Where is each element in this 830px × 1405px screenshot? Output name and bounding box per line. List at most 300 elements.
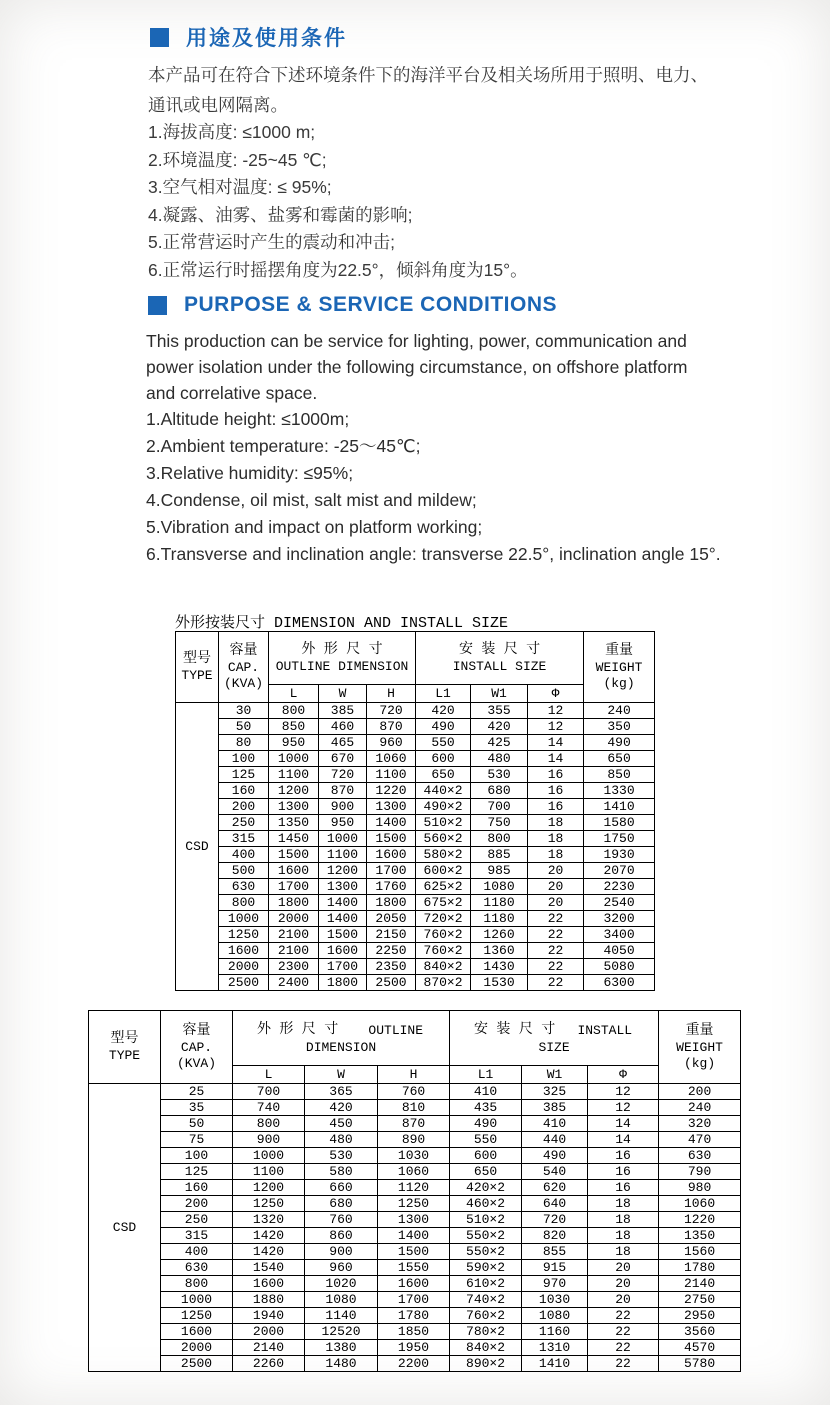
header-label: INSTALL SIZE	[452, 659, 547, 674]
table-cell: 1100	[319, 847, 367, 863]
table-cell: 385	[319, 703, 367, 719]
table-cell: 1030	[378, 1148, 450, 1164]
table-cell: 1060	[367, 751, 416, 767]
table-cell: 4570	[659, 1340, 741, 1356]
table-cell: 14	[528, 735, 584, 751]
table-cell: 530	[305, 1148, 378, 1164]
table-cell: 1350	[269, 815, 319, 831]
table-row	[89, 1180, 741, 1196]
header-label: (KVA)	[176, 1056, 216, 1071]
table-cell: 675×2	[416, 895, 471, 911]
table-cell: 740×2	[450, 1292, 522, 1308]
table-cell: 1020	[305, 1276, 378, 1292]
table-cell: 460	[319, 719, 367, 735]
table-cell: 1600	[378, 1276, 450, 1292]
table-cell: 985	[471, 863, 528, 879]
table-cell: 1950	[378, 1340, 450, 1356]
table-cell: 790	[659, 1164, 741, 1180]
section-cn-intro	[148, 60, 728, 120]
table-cell: 1060	[378, 1164, 450, 1180]
header-label: INSTALL	[577, 1022, 633, 1038]
table-cell: 1420	[233, 1228, 305, 1244]
table-cell: 1400	[319, 895, 367, 911]
table-cell: 420	[305, 1100, 378, 1116]
table-cell: 1430	[471, 959, 528, 975]
header-label: 重量	[605, 643, 634, 659]
table-cell: 650	[450, 1164, 522, 1180]
table-cell: 1700	[378, 1292, 450, 1308]
section-en-list	[146, 406, 721, 568]
table-cell: 640	[522, 1196, 588, 1212]
table-cell: 440	[522, 1132, 588, 1148]
table-row	[176, 943, 655, 959]
table-cell: 670	[319, 751, 367, 767]
table-cell: 950	[269, 735, 319, 751]
table-row	[176, 703, 655, 719]
table-cell: 440×2	[416, 783, 471, 799]
section-en-intro	[146, 328, 706, 406]
table-cell: 355	[471, 703, 528, 719]
table-cell: 12520	[305, 1324, 378, 1340]
table-cell: 18	[528, 831, 584, 847]
table-cell: 900	[305, 1244, 378, 1260]
table-row	[176, 831, 655, 847]
list-item: 2.环境温度: -25~45 ℃;	[148, 149, 327, 170]
table-cell: 870	[319, 783, 367, 799]
header-label: WEIGHT	[595, 660, 643, 675]
table-cell: 950	[319, 815, 367, 831]
table-cell: 1600	[219, 943, 269, 959]
table-cell: 5080	[584, 959, 655, 975]
table-cell: 720×2	[416, 911, 471, 927]
table-cell: 25	[161, 1084, 233, 1100]
table-cell: 1300	[378, 1212, 450, 1228]
table-cell: 650	[416, 767, 471, 783]
table-cell: 2000	[233, 1324, 305, 1340]
col-header-install	[416, 632, 584, 685]
table-cell: 1080	[305, 1292, 378, 1308]
table-cell: 1200	[233, 1180, 305, 1196]
table-cell: 540	[522, 1164, 588, 1180]
table-cell: 590×2	[450, 1260, 522, 1276]
table-cell: 970	[522, 1276, 588, 1292]
table-cell: 1160	[522, 1324, 588, 1340]
header-label: 容量	[229, 643, 258, 659]
table-cell: 1100	[233, 1164, 305, 1180]
dimension-table-1	[175, 611, 654, 991]
col-header-w: W	[305, 1066, 378, 1084]
table-cell: 760×2	[416, 927, 471, 943]
table-row	[176, 735, 655, 751]
dimension-install-table	[88, 1010, 741, 1372]
table-cell: 22	[588, 1356, 659, 1372]
table-cell: 1000	[269, 751, 319, 767]
table-cell: 2500	[219, 975, 269, 991]
col-header-l1: L1	[416, 685, 471, 703]
table-cell: 1250	[161, 1308, 233, 1324]
table-cell: 22	[528, 927, 584, 943]
table-cell: 680	[305, 1196, 378, 1212]
table-cell: 840×2	[416, 959, 471, 975]
table-cell: 1450	[269, 831, 319, 847]
table-cell: 2500	[161, 1356, 233, 1372]
table-row	[89, 1340, 741, 1356]
intro-line: 通讯或电网隔离。	[148, 95, 288, 115]
intro-line: 本产品可在符合下述环境条件下的海洋平台及相关场所用于照明、电力、	[148, 65, 708, 85]
table-cell: 600	[450, 1148, 522, 1164]
table-row	[89, 1100, 741, 1116]
table-cell: 1410	[584, 799, 655, 815]
table-cell: 2540	[584, 895, 655, 911]
table-cell: 1250	[233, 1196, 305, 1212]
table-cell: 855	[522, 1244, 588, 1260]
list-item: 6.正常运行时摇摆角度为22.5°，倾斜角度为15°。	[148, 259, 528, 280]
table-cell: 760	[305, 1212, 378, 1228]
table-cell: 420×2	[450, 1180, 522, 1196]
table-cell: 315	[161, 1228, 233, 1244]
col-header-outline	[269, 632, 416, 685]
table-cell: 2950	[659, 1308, 741, 1324]
list-item: 6.Transverse and inclination angle: transverse 22.5°, inclination angle 15°.	[146, 544, 721, 564]
table-cell: 14	[588, 1116, 659, 1132]
header-label: (kg)	[603, 676, 635, 691]
table-cell: 400	[219, 847, 269, 863]
header-label: 型号	[183, 651, 211, 667]
table-cell: 840×2	[450, 1340, 522, 1356]
header-label: 外 形 尺 寸	[257, 1021, 339, 1038]
type-cell: CSD	[176, 703, 219, 991]
header-label: 容量	[182, 1023, 211, 1039]
table-row	[89, 1260, 741, 1276]
table-cell: 550×2	[450, 1228, 522, 1244]
table-cell: 1500	[367, 831, 416, 847]
table-cell: 12	[588, 1100, 659, 1116]
table-cell: 420	[471, 719, 528, 735]
table-row	[176, 975, 655, 991]
table-cell: 315	[219, 831, 269, 847]
table-cell: 320	[659, 1116, 741, 1132]
col-header-h: H	[367, 685, 416, 703]
table-cell: 1500	[269, 847, 319, 863]
list-item: 5.Vibration and impact on platform working;	[146, 517, 483, 537]
table-cell: 900	[233, 1132, 305, 1148]
list-item: 2.Ambient temperature: -25～45℃;	[146, 436, 421, 456]
table-cell: 1600	[367, 847, 416, 863]
table-cell: 250	[219, 815, 269, 831]
header-label: (kg)	[683, 1056, 716, 1071]
table-cell: 50	[161, 1116, 233, 1132]
header-label: 安 装 尺 寸	[474, 1021, 556, 1038]
table-cell: 700	[233, 1084, 305, 1100]
table-cell: 2230	[584, 879, 655, 895]
table-cell: 870×2	[416, 975, 471, 991]
table-row	[89, 1228, 741, 1244]
table-cell: 22	[588, 1308, 659, 1324]
table-row	[89, 1212, 741, 1228]
table-row	[176, 783, 655, 799]
col-header-w1: W1	[522, 1066, 588, 1084]
table-cell: 1320	[233, 1212, 305, 1228]
col-header-phi: Φ	[588, 1066, 659, 1084]
table-cell: 870	[367, 719, 416, 735]
table-cell: 1360	[471, 943, 528, 959]
table-cell: 200	[659, 1084, 741, 1100]
table-cell: 620	[522, 1180, 588, 1196]
table-cell: 1600	[319, 943, 367, 959]
table-cell: 18	[528, 847, 584, 863]
table-cell: 16	[588, 1180, 659, 1196]
table-cell: 2260	[233, 1356, 305, 1372]
table-row	[89, 1356, 741, 1372]
table-cell: 1100	[367, 767, 416, 783]
table-cell: 2100	[269, 943, 319, 959]
table-cell: 3560	[659, 1324, 741, 1340]
table-cell: 890×2	[450, 1356, 522, 1372]
table-cell: 500	[219, 863, 269, 879]
table-cell: 550	[416, 735, 471, 751]
header-label: 重量	[685, 1023, 714, 1039]
table-row	[89, 1292, 741, 1308]
table-row	[89, 1276, 741, 1292]
table-cell: 2150	[367, 927, 416, 943]
header-label: 型号	[110, 1031, 139, 1047]
section-en-title: PURPOSE & SERVICE CONDITIONS	[184, 293, 558, 316]
table-cell: 1300	[269, 799, 319, 815]
section-bullet-icon	[148, 296, 167, 315]
table-cell: 16	[528, 799, 584, 815]
table-cell: 610×2	[450, 1276, 522, 1292]
table-cell: 960	[367, 735, 416, 751]
table-cell: 1700	[367, 863, 416, 879]
table-cell: 2750	[659, 1292, 741, 1308]
table-cell: 1310	[522, 1340, 588, 1356]
table-row	[89, 1116, 741, 1132]
table-cell: 1400	[319, 911, 367, 927]
table-cell: 1800	[319, 975, 367, 991]
table-cell: 250	[161, 1212, 233, 1228]
intro-line: and correlative space.	[146, 383, 318, 403]
table-cell: 3400	[584, 927, 655, 943]
table-cell: 1100	[269, 767, 319, 783]
table-cell: 980	[659, 1180, 741, 1196]
list-item: 4.Condense, oil mist, salt mist and mildew;	[146, 490, 477, 510]
table-cell: 1250	[219, 927, 269, 943]
table-cell: 850	[584, 767, 655, 783]
table-cell: 2140	[659, 1276, 741, 1292]
table-cell: 1380	[305, 1340, 378, 1356]
table-cell: 1000	[219, 911, 269, 927]
table-row	[176, 847, 655, 863]
table-cell: 490	[522, 1148, 588, 1164]
table-row	[176, 959, 655, 975]
table-cell: 2000	[219, 959, 269, 975]
col-header-type	[89, 1011, 161, 1084]
table-cell: 1400	[378, 1228, 450, 1244]
header-label: OUTLINE	[368, 1022, 424, 1038]
table-cell: 900	[319, 799, 367, 815]
table-cell: 1600	[161, 1324, 233, 1340]
table-cell: 720	[367, 703, 416, 719]
table-row	[176, 863, 655, 879]
table-cell: 800	[269, 703, 319, 719]
table-cell: 20	[588, 1292, 659, 1308]
table-cell: 1800	[269, 895, 319, 911]
table-cell: 410	[450, 1084, 522, 1100]
table-cell: 20	[588, 1276, 659, 1292]
table-cell: 22	[528, 943, 584, 959]
dimension-install-table	[175, 631, 655, 991]
table-row	[176, 799, 655, 815]
table-cell: 12	[588, 1084, 659, 1100]
table-cell: 22	[588, 1324, 659, 1340]
table-cell: 16	[528, 767, 584, 783]
table-cell: 2140	[233, 1340, 305, 1356]
table-cell: 580	[305, 1164, 378, 1180]
table-cell: 1800	[367, 895, 416, 911]
table-cell: 2000	[269, 911, 319, 927]
table-cell: 200	[161, 1196, 233, 1212]
table-cell: 100	[219, 751, 269, 767]
section-bullet-icon	[150, 28, 169, 47]
table-cell: 18	[528, 815, 584, 831]
table-cell: 720	[319, 767, 367, 783]
table-cell: 20	[528, 895, 584, 911]
table-cell: 490	[416, 719, 471, 735]
table-cell: 22	[528, 975, 584, 991]
col-header-w1: W1	[471, 685, 528, 703]
table-cell: 18	[588, 1196, 659, 1212]
table-cell: 1940	[233, 1308, 305, 1324]
table-cell: 760×2	[450, 1308, 522, 1324]
table-cell: 2500	[367, 975, 416, 991]
type-cell: CSD	[89, 1084, 161, 1372]
list-item: 1.Altitude height: ≤1000m;	[146, 409, 350, 429]
list-item: 1.海拔高度: ≤1000 m;	[148, 122, 316, 142]
table-cell: 550	[450, 1132, 522, 1148]
table-cell: 860	[305, 1228, 378, 1244]
table-cell: 630	[219, 879, 269, 895]
table-cell: 480	[471, 751, 528, 767]
col-header-type	[176, 632, 219, 703]
table-cell: 435	[450, 1100, 522, 1116]
table-row	[89, 1164, 741, 1180]
header-label: SIZE	[538, 1039, 570, 1055]
table-cell: 1140	[305, 1308, 378, 1324]
table-cell: 1330	[584, 783, 655, 799]
section-cn-title: 用途及使用条件	[186, 27, 347, 50]
table-cell: 2200	[378, 1356, 450, 1372]
table-cell: 1930	[584, 847, 655, 863]
table-cell: 1700	[319, 959, 367, 975]
table-row	[176, 719, 655, 735]
table-cell: 630	[659, 1148, 741, 1164]
table-cell: 160	[161, 1180, 233, 1196]
table-cell: 1850	[378, 1324, 450, 1340]
table-cell: 1600	[269, 863, 319, 879]
table-cell: 800	[219, 895, 269, 911]
table-cell: 5780	[659, 1356, 741, 1372]
table-cell: 1300	[319, 879, 367, 895]
table-row	[89, 1132, 741, 1148]
table-cell: 700	[471, 799, 528, 815]
table-cell: 50	[219, 719, 269, 735]
table-row	[89, 1084, 741, 1100]
table-cell: 560×2	[416, 831, 471, 847]
header-label: (KVA)	[223, 676, 263, 691]
table-cell: 1750	[584, 831, 655, 847]
table-cell: 18	[588, 1228, 659, 1244]
table-row	[89, 1324, 741, 1340]
table-cell: 20	[588, 1260, 659, 1276]
table-cell: 1180	[471, 911, 528, 927]
table-cell: 1000	[319, 831, 367, 847]
table-cell: 650	[584, 751, 655, 767]
col-header-h: H	[378, 1066, 450, 1084]
table-cell: 4050	[584, 943, 655, 959]
table-cell: 160	[219, 783, 269, 799]
intro-line: power isolation under the following circumstance, on offshore platform	[146, 357, 688, 377]
table-cell: 420	[416, 703, 471, 719]
header-label: CAP.	[180, 1040, 213, 1055]
table-cell: 20	[528, 879, 584, 895]
table-row	[176, 895, 655, 911]
table-cell: 1760	[367, 879, 416, 895]
section-cn-header	[150, 22, 347, 52]
table-cell: 30	[219, 703, 269, 719]
table-cell: 1200	[269, 783, 319, 799]
table-cell: 490	[584, 735, 655, 751]
table-cell: 490×2	[416, 799, 471, 815]
col-header-weight	[659, 1011, 741, 1084]
table-cell: 470	[659, 1132, 741, 1148]
col-header-l: L	[233, 1066, 305, 1084]
table-cell: 850	[269, 719, 319, 735]
table-cell: 530	[471, 767, 528, 783]
table-cell: 240	[584, 703, 655, 719]
section-en-header	[148, 293, 557, 317]
table-cell: 720	[522, 1212, 588, 1228]
table-cell: 800	[471, 831, 528, 847]
table-cell: 2400	[269, 975, 319, 991]
table-cell: 885	[471, 847, 528, 863]
table-cell: 18	[588, 1244, 659, 1260]
table-cell: 1560	[659, 1244, 741, 1260]
table-cell: 410	[522, 1116, 588, 1132]
header-label: TYPE	[181, 668, 213, 683]
table-cell: 915	[522, 1260, 588, 1276]
table-cell: 14	[588, 1132, 659, 1148]
table-cell: 1180	[471, 895, 528, 911]
table-cell: 1550	[378, 1260, 450, 1276]
table-cell: 400	[161, 1244, 233, 1260]
table-row	[176, 815, 655, 831]
table-cell: 1080	[522, 1308, 588, 1324]
table-cell: 960	[305, 1260, 378, 1276]
header-label: 安 装 尺 寸	[458, 642, 541, 658]
table-cell: 1000	[161, 1292, 233, 1308]
intro-line: This production can be service for lighting, power, communication and	[146, 331, 687, 351]
table-cell: 1410	[522, 1356, 588, 1372]
table-cell: 870	[378, 1116, 450, 1132]
section-cn-list	[148, 119, 528, 284]
list-item: 3.Relative humidity: ≤95%;	[146, 463, 354, 483]
col-header-capacity	[219, 632, 269, 703]
table-cell: 16	[588, 1164, 659, 1180]
table-row	[176, 751, 655, 767]
table-cell: 2000	[161, 1340, 233, 1356]
table-cell: 12	[528, 703, 584, 719]
col-header-phi: Φ	[528, 685, 584, 703]
